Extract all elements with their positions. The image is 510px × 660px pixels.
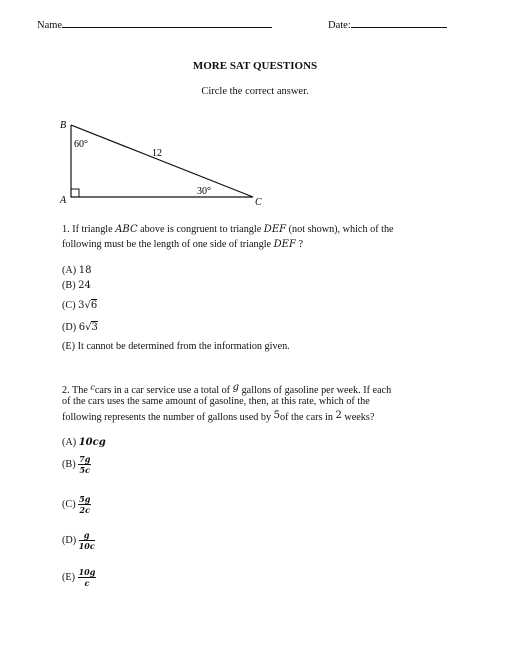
q2-option-e[interactable]: (E) $\frac{10g}{c}$ xyxy=(62,567,96,588)
sqrt-symbol: √ xyxy=(85,322,92,333)
q1-line-1: 1. If triangle ABC above is congruent to triangle DEF (not shown), which of the xyxy=(62,224,394,235)
date-blank[interactable] xyxy=(351,17,447,28)
vertex-c-label: C xyxy=(255,197,262,207)
page-title: MORE SAT QUESTIONS xyxy=(192,60,318,72)
vertex-a-label: A xyxy=(60,195,67,206)
q1-def-2: DEF xyxy=(273,239,296,250)
q2-option-a[interactable]: (A) 10cg xyxy=(62,437,106,448)
name-field[interactable] xyxy=(37,17,272,31)
q2-line-3: following represents the number of gallons used by 5of the cars in 2 weeks? xyxy=(62,410,375,423)
q2-line-2: of the cars uses the same amount of gasoline, then, at this rate, which of the xyxy=(62,396,370,407)
q1-option-a[interactable]: (A) 18 xyxy=(62,265,92,276)
instruction-text: Circle the correct answer. xyxy=(201,86,309,97)
triangle-shape xyxy=(71,125,253,197)
name-label: Name xyxy=(37,20,63,31)
q2-option-b[interactable]: (B) $\frac{7g}{5c}$ xyxy=(62,454,91,475)
q1-abc: ABC xyxy=(115,224,138,235)
triangle-diagram xyxy=(55,115,275,207)
angle-c-label: 30° xyxy=(197,186,211,197)
vertex-b-label: B xyxy=(60,120,67,131)
q1-option-b[interactable]: (B) 24 xyxy=(62,280,91,291)
q2-option-d[interactable]: (D) $\frac{g}{10c}$ xyxy=(62,530,95,551)
q1-line-2: following must be the length of one side of triangle DEF ? xyxy=(62,239,303,250)
date-label: Date: xyxy=(328,20,351,31)
q1-option-c[interactable]: (C) 3√6 xyxy=(62,300,98,311)
q1-option-d[interactable]: (D) 6√3 xyxy=(62,322,98,333)
q2-option-c[interactable]: (C) $\frac{5g}{2c}$ xyxy=(62,494,91,515)
name-blank[interactable] xyxy=(62,17,272,28)
q2-line-1: 2. The $^c$cars in a car service use a total of g gallons of gasoline per week. If each xyxy=(62,382,392,396)
angle-b-label: 60° xyxy=(74,139,88,150)
right-angle-mark xyxy=(71,189,79,197)
sqrt-symbol: √ xyxy=(84,300,91,311)
hypotenuse-label: 12 xyxy=(152,148,162,159)
q1-option-e[interactable]: (E) It cannot be determined from the information given. xyxy=(62,341,290,352)
q1-def: DEF xyxy=(263,224,287,235)
date-field[interactable] xyxy=(328,17,447,31)
